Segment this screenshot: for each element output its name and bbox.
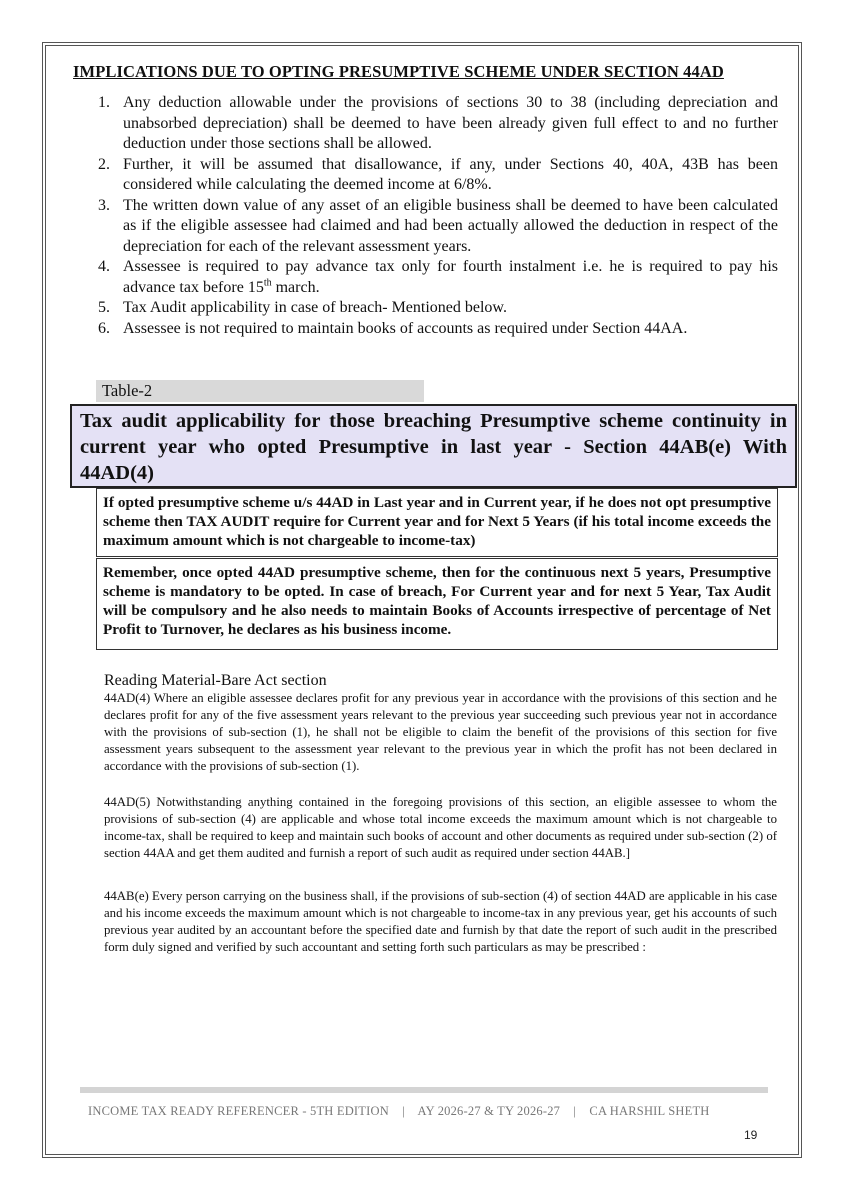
list-item: 4. Assessee is required to pay advance tax only for fourth instalment i.e. he is required to pay his advance tax before 15th march. xyxy=(98,258,778,296)
list-item-text: The written down value of any asset of an eligible business shall be deemed to have been calculated as if the eligible assessee had claimed and had been actually allowed the deduction in respect of the depreciation for each of the relevant assessment years. xyxy=(123,196,778,255)
list-item: 1. Any deduction allowable under the provisions of sections 30 to 38 (including depreciation and unabsorbed depreciation) shall be deemed to have been already given full effect to and no further deduction under those sections shall be allowed. xyxy=(98,94,778,152)
page-number: 19 xyxy=(744,1128,758,1142)
section-heading: IMPLICATIONS DUE TO OPTING PRESUMPTIVE SCHEME UNDER SECTION 44AD xyxy=(73,62,724,81)
implications-list xyxy=(98,93,778,339)
bare-act-paragraph: 44AD(5) Notwithstanding anything contained in the foregoing provisions of this section, an eligible assessee to whom the provisions of sub-section (4) are applicable and whose total income exceeds the maximum amount which is not chargeable to income-tax, shall be required to keep and maintain such books of account and other documents as required under sub-section (2) of section 44AA and get them audited and furnish a report of such audit as required under section 44AB.] xyxy=(104,795,777,860)
list-item-text: Assessee is not required to maintain books of accounts as required under Section 44AA. xyxy=(123,319,688,337)
list-item: 3. The written down value of any asset of an eligible business shall be deemed to have been calculated as if the eligible assessee had claimed and had been actually allowed the deduction in respect of the depreciation for each of the relevant assessment years. xyxy=(98,196,778,255)
bare-act-paragraph: 44AB(e) Every person carrying on the business shall, if the provisions of sub-section (4) of section 44AD are applicable in his case and his income exceeds the maximum amount which is not chargeable to income-tax in any previous year, get his accounts of such previous year audited by an accountant before the specified date and furnish by that date the report of such audit in the prescribed form duly signed and verified by such accountant and setting forth such particulars as may be prescribed : xyxy=(104,889,777,954)
superscript: th xyxy=(263,277,272,289)
list-item-text: Assessee is required to pay advance tax only for fourth instalment i.e. he is required to pay his advance tax before 15 xyxy=(123,258,778,296)
list-item-text: Tax Audit applicability in case of breach- Mentioned below. xyxy=(123,299,507,316)
reading-material-title: Reading Material-Bare Act section xyxy=(104,672,327,689)
table-heading: Tax audit applicability for those breaching Presumptive scheme continuity in current year who opted Presumptive in last year - Section 44AB(e) With 44AD(4) xyxy=(70,404,797,488)
list-item: 6. Assessee is not required to maintain books of accounts as required under Section 44AA. xyxy=(98,319,688,337)
table-row: If opted presumptive scheme u/s 44AD in Last year and in Current year, if he does not opt presumptive scheme then TAX AUDIT require for Current year and for Next 5 Years (if his total income exceeds the maximum amount which is not chargeable to income-tax) xyxy=(96,488,778,557)
list-item-text: Further, it will be assumed that disallowance, if any, under Sections 40, 40A, 43B has been considered while calculating the deemed income at 6/8%. xyxy=(123,155,778,193)
bare-act-paragraph: 44AD(4) Where an eligible assessee declares profit for any previous year in accordance with the provisions of this section and he declares profit for any of the five assessment years relevant to the previous year succeeding such previous year not in accordance with the provisions of sub-section (1), he shall not be eligible to claim the benefit of the provisions of this section for five assessment years subsequent to the assessment year relevant to the previous year in which the profit has not been declared in accordance with the provisions of sub-section (1). xyxy=(104,691,777,773)
list-item-text: Any deduction allowable under the provisions of sections 30 to 38 (including depreciation and unabsorbed depreciation) shall be deemed to have been already given full effect to and no further deduction under those sections shall be allowed. xyxy=(123,94,778,152)
list-item: 2. Further, it will be assumed that disallowance, if any, under Sections 40, 40A, 43B has been considered while calculating the deemed income at 6/8%. xyxy=(98,155,778,193)
footer-text: INCOME TAX READY REFERENCER - 5TH EDITION | AY 2026-27 & TY 2026-27 | CA HARSHIL SHETH xyxy=(88,1104,710,1118)
table-label: Table-2 xyxy=(96,380,424,402)
footer-divider xyxy=(80,1087,768,1093)
table-row: Remember, once opted 44AD presumptive scheme, then for the continuous next 5 years, Presumptive scheme is mandatory to be opted. In case of breach, For Current year and for next 5 Year, Tax Audit will be compulsory and he also needs to maintain Books of Accounts irrespective of percentage of Net Profit to Turnover, he declares as his business income. xyxy=(96,558,778,650)
list-item: 5. Tax Audit applicability in case of breach- Mentioned below. xyxy=(98,299,507,316)
